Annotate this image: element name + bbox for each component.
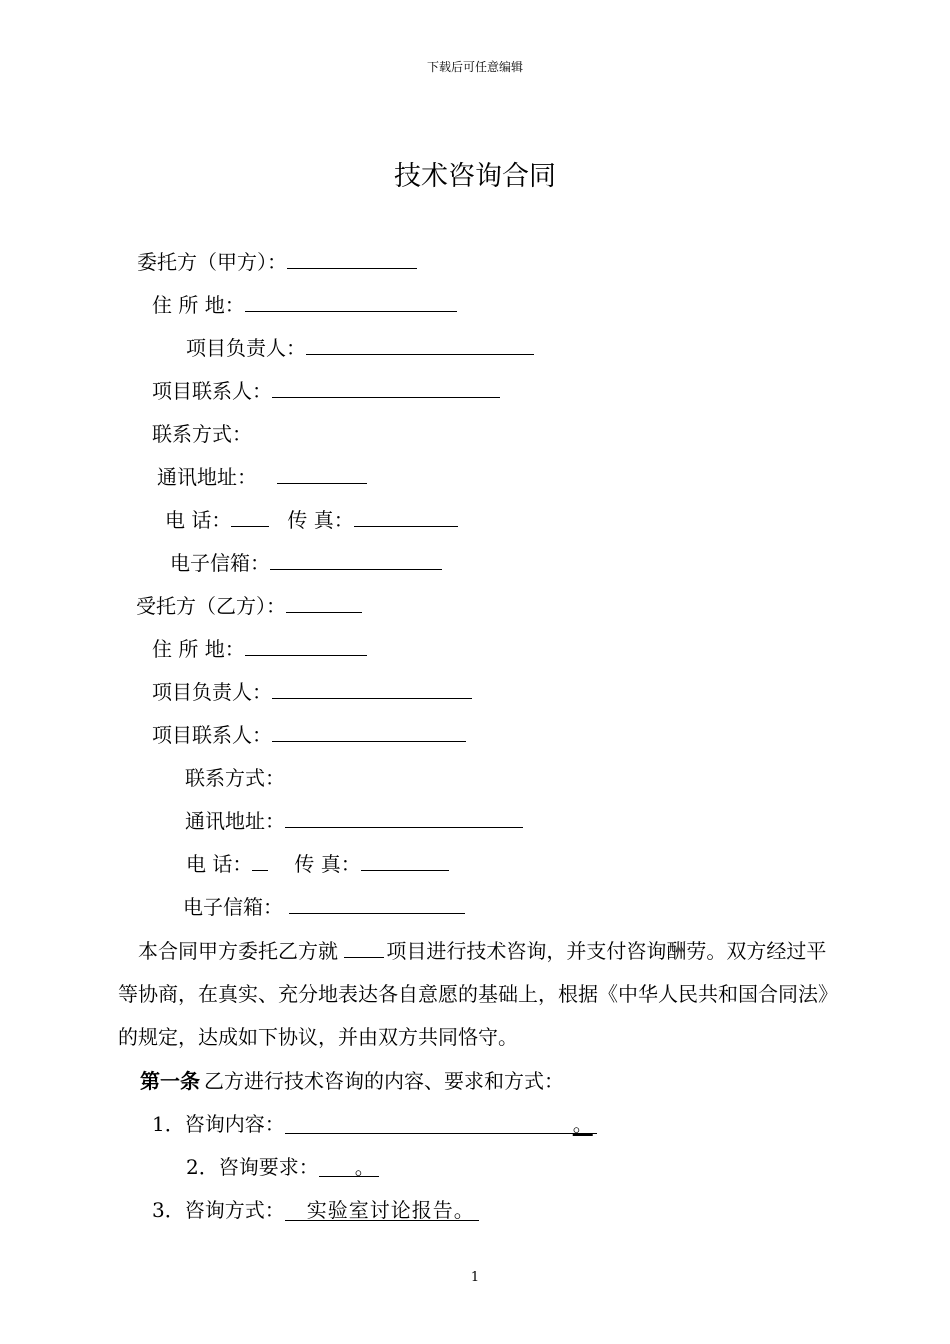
intro-text-start: 本合同甲方委托乙方就 (138, 939, 345, 963)
party-b-phone-fax-row (186, 850, 449, 878)
party-a-mail-label: 通讯地址： (157, 465, 257, 489)
party-b-name-blank[interactable] (286, 592, 362, 613)
party-a-phone-blank[interactable] (231, 506, 269, 527)
party-a-heading-row (137, 248, 417, 276)
party-a-lead-label: 项目负责人： (186, 336, 306, 360)
party-a-email-label: 电子信箱： (170, 551, 270, 575)
party-a-address-label: 住 所 地： (152, 293, 245, 317)
party-b-contact-method: 联系方式： (185, 766, 285, 790)
party-b-email-row (183, 893, 465, 921)
party-b-contact-blank[interactable] (272, 721, 466, 742)
party-a-heading: 委托方（甲方）： (137, 250, 287, 274)
party-b-address-row (152, 635, 367, 663)
consult-requirement-blank[interactable]: 。 (319, 1153, 379, 1177)
party-a-contact-method: 联系方式： (152, 422, 252, 446)
party-b-lead-label: 项目负责人： (152, 680, 272, 704)
party-b-lead-blank[interactable] (272, 678, 472, 699)
party-b-address-label: 住 所 地： (152, 637, 245, 661)
consult-content-row (152, 1110, 597, 1138)
party-b-fax-blank[interactable] (361, 850, 449, 871)
article-1-row (140, 1067, 564, 1095)
consult-method-value[interactable]: 实验室讨论报告。 (285, 1196, 479, 1221)
article-1-text: 乙方进行技术咨询的内容、要求和方式： (204, 1069, 564, 1093)
party-b-heading-row (136, 592, 362, 620)
intro-project-blank[interactable] (344, 937, 384, 958)
party-a-lead-blank[interactable] (306, 334, 534, 355)
party-a-contact-label: 项目联系人： (152, 379, 272, 403)
party-a-contact-row (152, 377, 500, 405)
page-number: 1 (470, 1270, 480, 1285)
party-a-fax-blank[interactable] (354, 506, 458, 527)
party-a-phone-label: 电 话： (165, 508, 232, 532)
party-b-heading: 受托方（乙方）： (136, 594, 286, 618)
party-a-mail-row (157, 463, 367, 491)
party-a-contact-blank[interactable] (272, 377, 500, 398)
header-note: 下载后可任意编辑 (426, 60, 523, 74)
consult-content-label: 1．咨询内容： (152, 1112, 285, 1136)
party-b-address-blank[interactable] (245, 635, 367, 656)
party-b-email-label: 电子信箱： (183, 895, 283, 919)
party-b-lead-row (152, 678, 472, 706)
intro-text-end: 项目进行技术咨询，并支付咨询酬劳。双方经过平等协商，在真实、充分地表达各自意愿的基础上，根据《中华人民共和国合同法》的规定，达成如下协议，并由双方共同恪守。 (118, 939, 828, 1049)
document-title: 技术咨询合同 (394, 161, 556, 192)
consult-requirement-row (186, 1153, 379, 1181)
consult-method-row (152, 1196, 479, 1224)
party-a-phone-fax-row (165, 506, 458, 534)
intro-paragraph (118, 930, 836, 1059)
party-a-name-blank[interactable] (287, 248, 417, 269)
party-b-mail-row (185, 807, 523, 835)
party-b-contact-label: 项目联系人： (152, 723, 272, 747)
party-a-lead-row (186, 334, 534, 362)
article-1-label: 第一条 (140, 1069, 200, 1093)
party-a-address-row (152, 291, 457, 319)
party-a-email-row (170, 549, 442, 577)
party-a-fax-label: 传 真： (287, 508, 354, 532)
party-a-email-blank[interactable] (270, 549, 442, 570)
party-b-contact-row (152, 721, 466, 749)
consult-requirement-label: 2．咨询要求： (186, 1155, 319, 1179)
party-b-email-blank[interactable] (289, 893, 465, 914)
consult-method-label: 3．咨询方式： (152, 1198, 285, 1222)
party-b-fax-label: 传 真： (294, 852, 361, 876)
party-a-address-blank[interactable] (245, 291, 457, 312)
party-b-phone-label: 电 话： (186, 852, 253, 876)
party-b-mail-label: 通讯地址： (185, 809, 285, 833)
consult-content-blank[interactable]: 。 (285, 1110, 597, 1134)
party-a-mail-blank[interactable] (277, 463, 367, 484)
party-b-mail-blank[interactable] (285, 807, 523, 828)
party-b-phone-blank[interactable] (252, 850, 268, 871)
